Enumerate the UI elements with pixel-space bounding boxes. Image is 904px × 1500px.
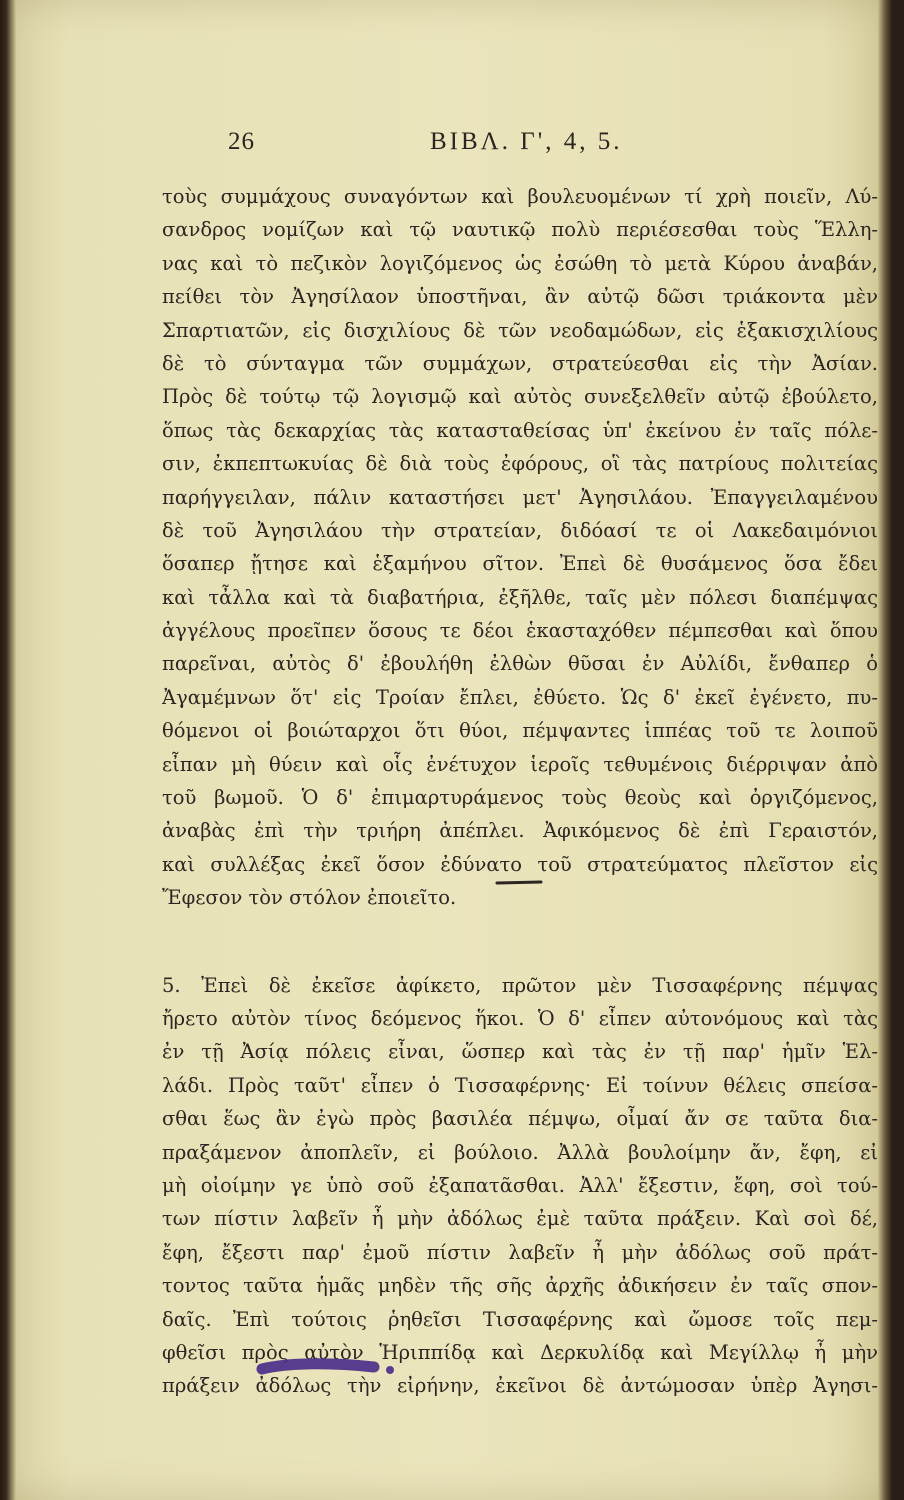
purple-ink-stroke — [256, 1353, 396, 1383]
text-line: καὶ συλλέξας ἐκεῖ ὅσον ἐδύνατο τοῦ στρατεύματος πλεῖστον εἰς — [162, 852, 878, 876]
text-line: δὲ τὸ σύνταγμα τῶν συμμάχων, στρατεύεσθαι εἰς τὴν Ἀσίαν. — [162, 351, 878, 375]
text-line: πράξειν ἀδόλως τὴν εἰρήνην, ἐκεῖνοι δὲ ἀντώμοσαν ὑπὲρ Ἀγησι- — [162, 1374, 878, 1398]
text-line: μὴ οἰοίμην γε ὑπὸ σοῦ ἐξαπατᾶσθαι. Ἀλλ' ἔξεστιν, ἔφη, σοὶ τού- — [162, 1173, 878, 1197]
text-line: ἔφη, ἔξεστι παρ' ἐμοῦ πίστιν λαβεῖν ἦ μὴν ἀδόλως σοῦ πράτ- — [162, 1240, 878, 1264]
text-line: πείθει τὸν Ἀγησίλαον ὑποστῆναι, ἂν αὐτῷ δῶσι τριάκοντα μὲν — [162, 285, 878, 309]
book-reference: ΒΙΒΛ. Γ', 4, 5. — [430, 128, 623, 155]
text-line: ἀναβὰς ἐπὶ τὴν τριήρη ἀπέπλει. Ἀφικόμενος δὲ ἐπὶ Γεραιστόν, — [162, 819, 878, 843]
text-line: λάδι. Πρὸς ταῦτ' εἶπεν ὁ Τισσαφέρνης· Εἰ τοίνυν θέλεις σπείσα- — [162, 1073, 878, 1097]
text-line: ὅπως τὰς δεκαρχίας τὰς κατασταθείσας ὑπ' ἐκείνου ἐν ταῖς πόλε- — [162, 418, 878, 442]
text-line: νας καὶ τὸ πεζικὸν λογιζόμενος ὡς ἐσώθη τὸ μετὰ Κύρου ἀναβάν, — [162, 251, 878, 275]
main-text — [162, 180, 878, 1403]
text-line: δὲ τοῦ Ἀγησιλάου τὴν στρατείαν, διδόασί τε οἱ Λακεδαιμόνιοι — [162, 518, 878, 542]
text-line: 5. Ἐπεὶ δὲ ἐκεῖσε ἀφίκετο, πρῶτον μὲν Τισσαφέρνης πέμψας — [162, 973, 878, 997]
text-line: ὅσαπερ ᾔτησε καὶ ἑξαμήνου σῖτον. Ἐπεὶ δὲ θυσάμενος ὅσα ἔδει — [162, 552, 878, 576]
text-line: θόμενοι οἱ βοιώταρχοι ὅτι θύοι, πέμψαντες ἱππέας τοῦ τε λοιποῦ — [162, 719, 878, 743]
paragraph-gap — [162, 915, 878, 969]
text-line: των πίστιν λαβεῖν ἦ μὴν ἀδόλως ἐμὲ ταῦτα πράξειν. Καὶ σοὶ δέ, — [162, 1207, 878, 1231]
text-line: σιν, ἐκπεπτωκυίας δὲ διὰ τοὺς ἐφόρους, οἳ τὰς πατρίους πολιτείας — [162, 452, 878, 476]
text-line: Ἔφεσον τὸν στόλον ἐποιεῖτο. — [162, 886, 457, 910]
text-line: τοντος ταῦτα ἡμᾶς μηδὲν τῆς σῆς ἀρχῆς ἀδικήσειν ἐν ταῖς σπον- — [162, 1274, 878, 1298]
page-binding-edge — [0, 0, 16, 1500]
text-line: Ἀγαμέμνων ὅτ' εἰς Τροίαν ἔπλει, ἐθύετο. Ὡς δ' ἐκεῖ ἐγένετο, πυ- — [162, 685, 878, 709]
text-line: Πρὸς δὲ τούτῳ τῷ λογισμῷ καὶ αὐτὸς συνεξελθεῖν αὐτῷ ἐβούλετο, — [162, 385, 878, 409]
text-line: ἐν τῇ Ἀσίᾳ πόλεις εἶναι, ὥσπερ καὶ τὰς ἐν τῇ παρ' ἡμῖν Ἑλ- — [162, 1040, 878, 1064]
text-line: πραξάμενον ἀποπλεῖν, εἰ βούλοιο. Ἀλλὰ βουλοίμην ἄν, ἔφη, εἰ — [162, 1140, 878, 1164]
text-line: παρήγγειλαν, πάλιν καταστήσει μετ' Ἀγησιλάου. Ἐπαγγειλαμένου — [162, 485, 878, 509]
text-line: φθεῖσι πρὸς αὐτὸν Ἡριππίδᾳ καὶ Δερκυλίδᾳ καὶ Μεγίλλῳ ἦ μὴν — [162, 1340, 878, 1364]
paragraph-4 — [162, 180, 878, 915]
text-line: τοῦ βωμοῦ. Ὁ δ' ἐπιμαρτυράμενος τοὺς θεοὺς καὶ ὀργιζόμενος, — [162, 786, 878, 810]
running-head — [0, 128, 892, 162]
page-number: 26 — [228, 128, 255, 155]
text-line: σανδρος νομίζων καὶ τῷ ναυτικῷ πολὺ περιέσεσθαι τοὺς Ἕλλη- — [162, 218, 878, 242]
text-line: καὶ τἆλλα καὶ τὰ διαβατήρια, ἐξῆλθε, ταῖς μὲν πόλεσι διαπέμψας — [162, 585, 878, 609]
text-line: παρεῖναι, αὐτὸς δ' ἐβουλήθη ἐλθὼν θῦσαι ἐν Αὐλίδι, ἔνθαπερ ὁ — [162, 652, 878, 676]
text-line: ἤρετο αὐτὸν τίνος δεόμενος ἥκοι. Ὁ δ' εἶπεν αὐτονόμους καὶ τὰς — [162, 1006, 878, 1030]
paragraph-5 — [162, 969, 878, 1403]
pencil-underline-mark — [495, 876, 543, 888]
text-line: ἀγγέλους προεῖπεν ὅσους τε δέοι ἑκασταχόθεν πέμπεσθαι καὶ ὅπου — [162, 619, 878, 643]
text-line: δαῖς. Ἐπὶ τούτοις ῥηθεῖσι Τισσαφέρνης καὶ ὤμοσε τοῖς πεμ- — [162, 1307, 878, 1331]
text-line: Σπαρτιατῶν, εἰς δισχιλίους δὲ τῶν νεοδαμώδων, εἰς ἑξακισχιλίους — [162, 318, 878, 342]
page-outer-edge — [878, 0, 892, 1500]
text-line: τοὺς συμμάχους συναγόντων καὶ βουλευομένων τί χρὴ ποιεῖν, Λύ- — [162, 185, 878, 208]
text-line: σθαι ἕως ἂν ἐγὼ πρὸς βασιλέα πέμψω, οἶμαί ἄν σε ταῦτα δια- — [162, 1107, 878, 1131]
text-line: εἶπαν μὴ θύειν καὶ οἷς ἐνέτυχον ἱεροῖς τεθυμένοις διέρριψαν ἀπὸ — [162, 752, 878, 776]
